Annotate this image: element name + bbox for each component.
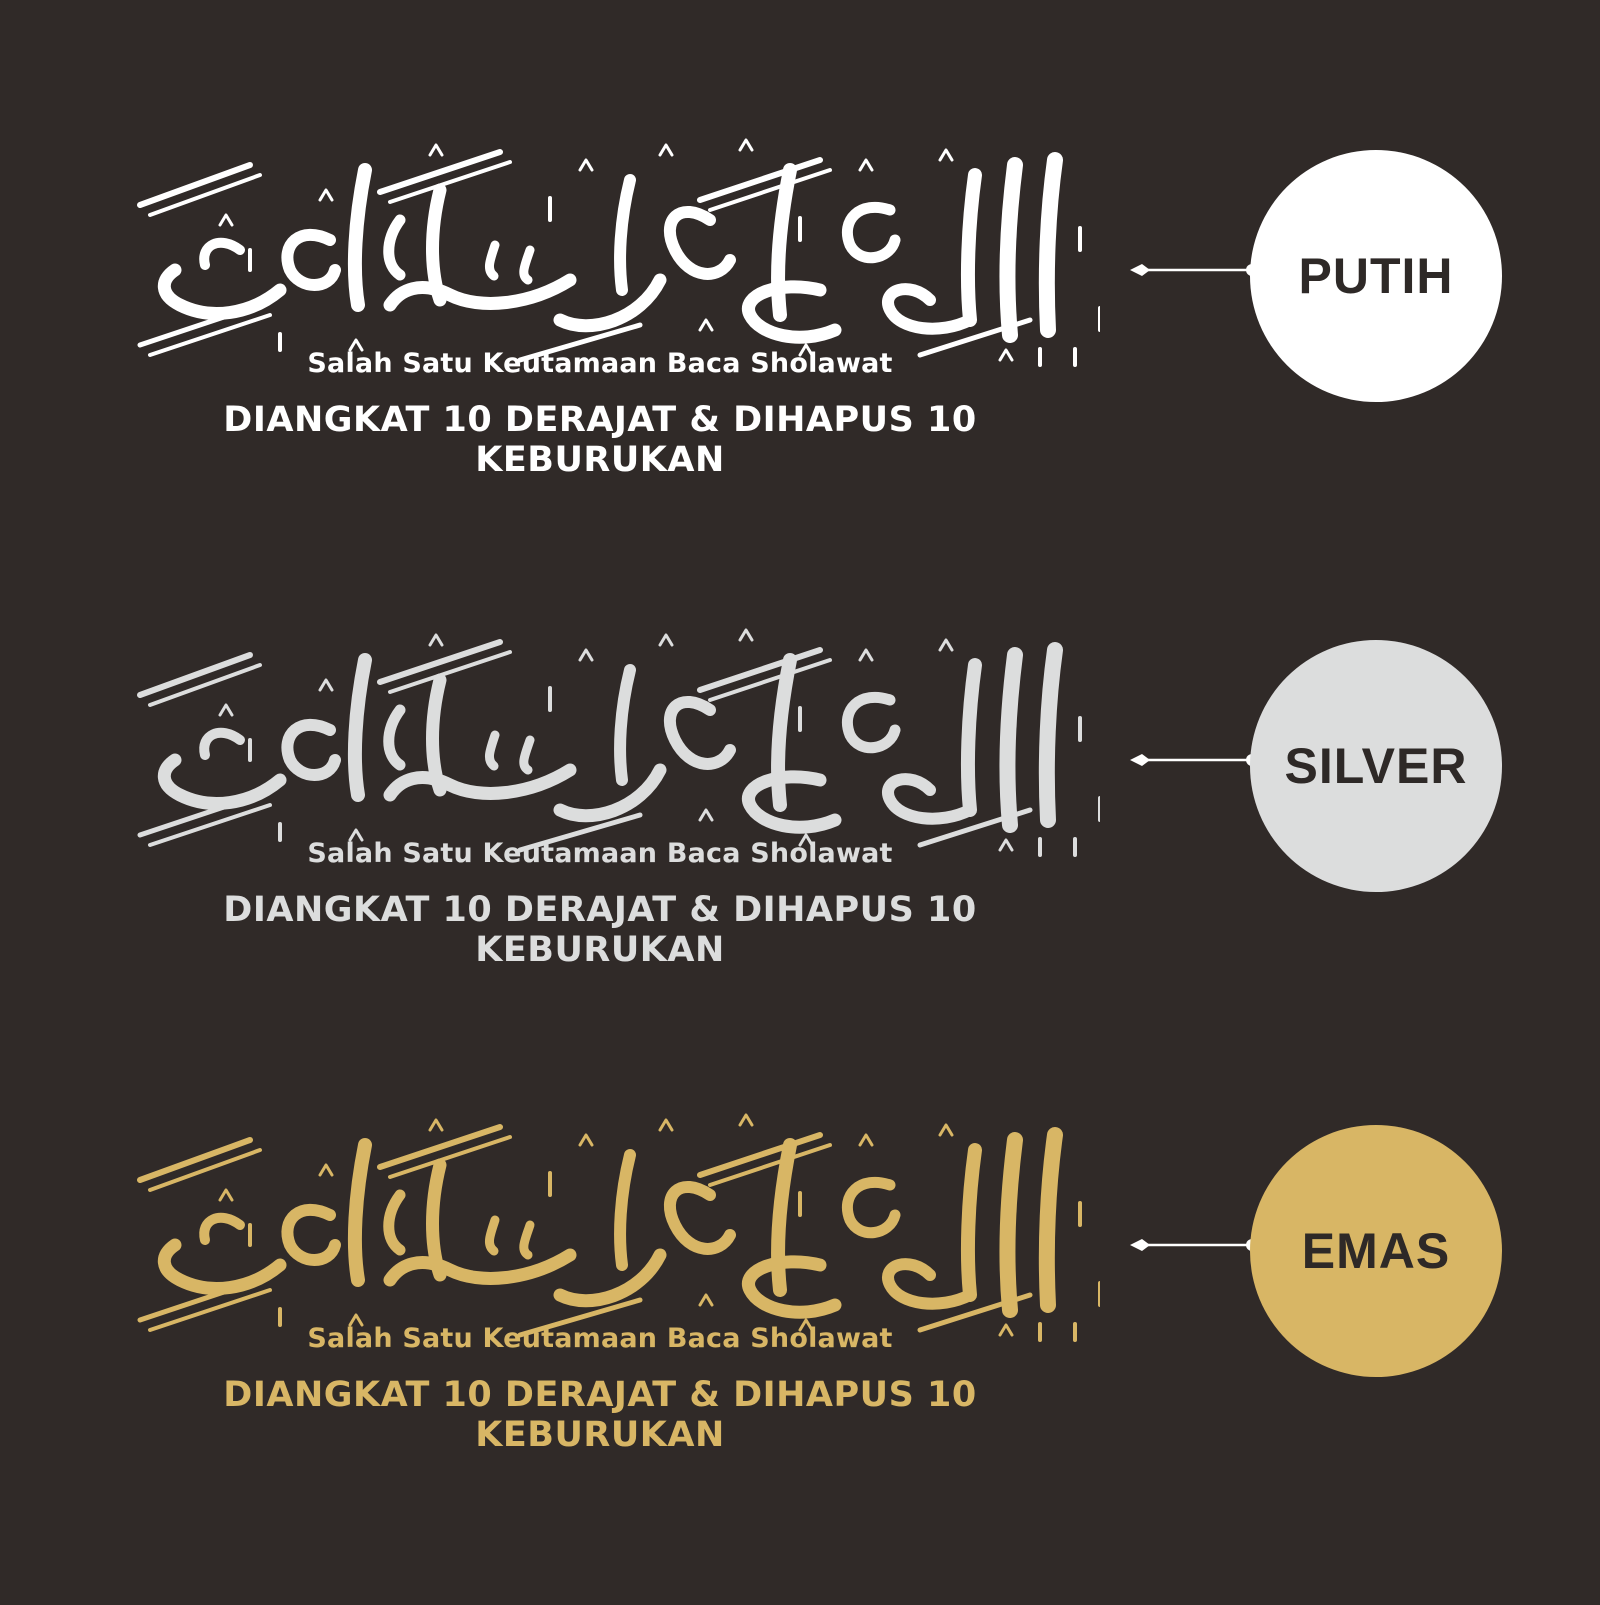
subtitle: Salah Satu Keutamaan Baca Sholawat — [307, 838, 893, 869]
color-swatch — [1250, 150, 1502, 402]
variant-row — [0, 130, 1600, 630]
headline: DIANGKAT 10 DERAJAT & DIHAPUS 10 KEBURUKAN — [223, 400, 977, 480]
subtitle: Salah Satu Keutamaan Baca Sholawat — [307, 348, 893, 379]
subtitle: Salah Satu Keutamaan Baca Sholawat — [307, 1323, 893, 1354]
arrow-connector-icon — [1130, 1235, 1260, 1255]
color-swatch — [1250, 1125, 1502, 1377]
headline: DIANGKAT 10 DERAJAT & DIHAPUS 10 KEBURUKAN — [223, 890, 977, 970]
color-swatch — [1250, 640, 1502, 892]
arrow-connector-icon — [1130, 260, 1260, 280]
variant-row — [0, 1105, 1600, 1605]
color-swatch-label: PUTIH — [1298, 248, 1454, 304]
color-swatch-label: SILVER — [1284, 738, 1468, 794]
headline: DIANGKAT 10 DERAJAT & DIHAPUS 10 KEBURUKAN — [223, 1375, 977, 1455]
color-swatch-label: EMAS — [1301, 1223, 1451, 1279]
arrow-connector-icon — [1130, 750, 1260, 770]
variant-row — [0, 620, 1600, 1120]
